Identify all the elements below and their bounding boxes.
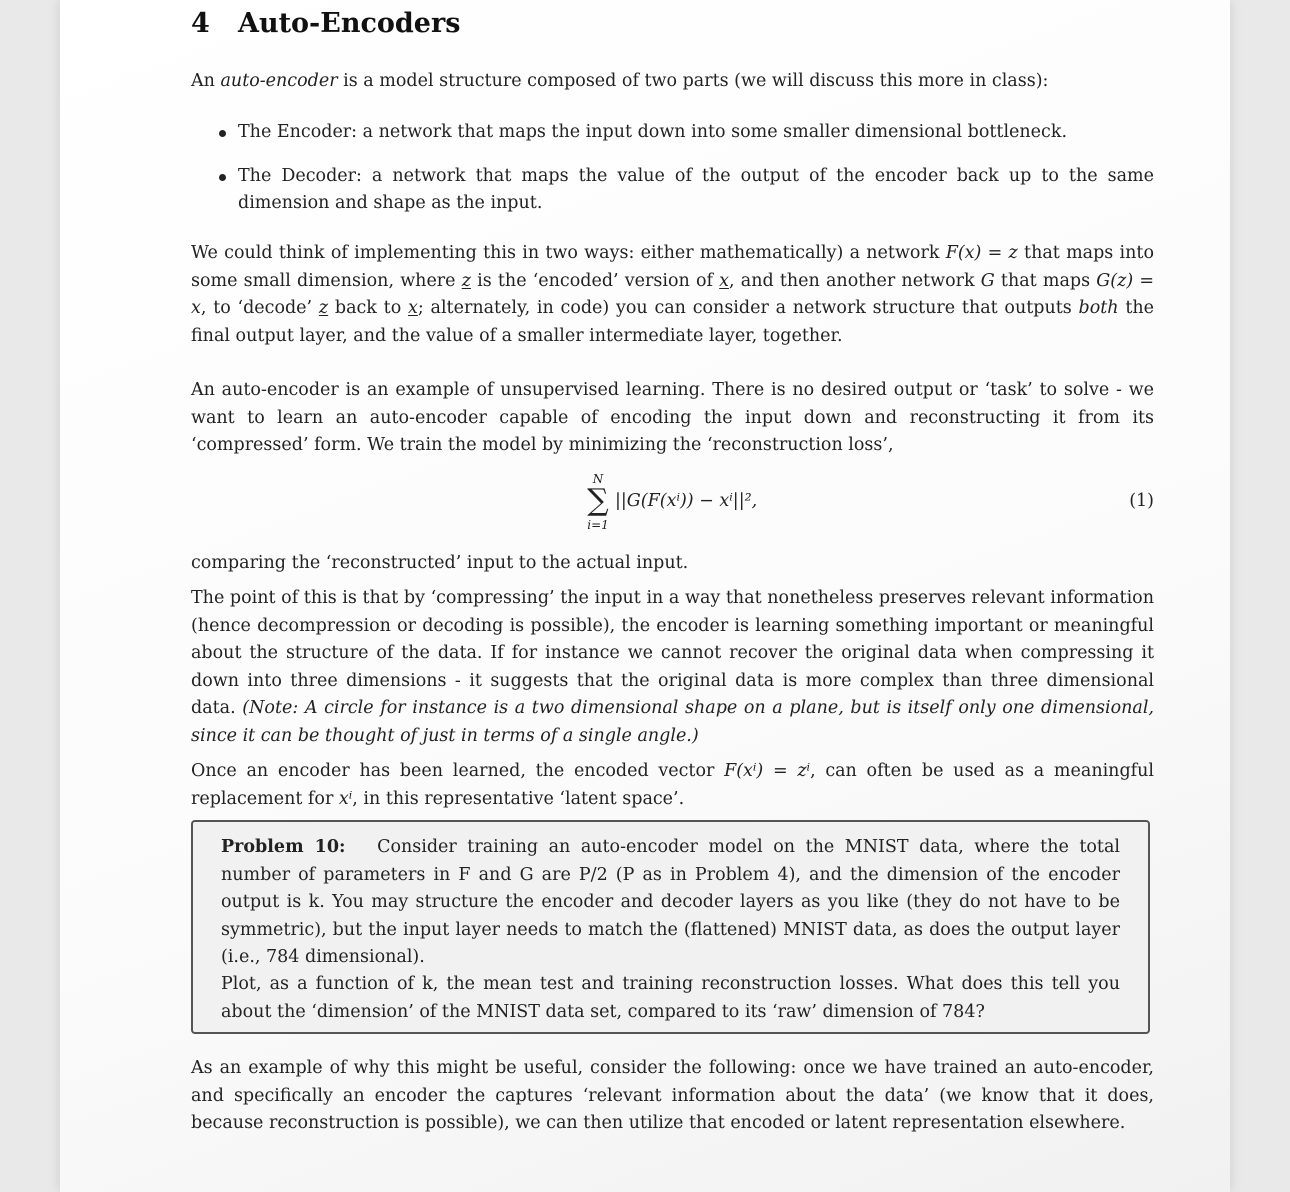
sum-lower-limit: i=1 [587, 518, 609, 532]
paragraph-final: As an example of why this might be useful, consider the following: once we have trained an auto-encoder, and specifically an encoder the captures ‘relevant information about the data’ (we know that it does, because reconstruction is possible), we can then utilize that encoded or latent representation elsewhere. [191, 1058, 1154, 1133]
text: We could think of implementing this in two ways: either mathematically) a network [191, 243, 946, 263]
bullet-dot-icon [219, 130, 226, 137]
intro-term: auto-encoder [220, 71, 338, 91]
bullet-decoder [191, 163, 1154, 218]
note-italic: (Note: A circle for instance is a two dimensional shape on a plane, but is itself only one dimensional, since it can be thought of just in terms of a single angle.) [191, 698, 1154, 746]
sum-upper-limit: N [592, 472, 604, 486]
bullet-dot-icon [219, 174, 226, 181]
problem-label: Problem 10: [221, 837, 346, 857]
problem-paragraph-2: Plot, as a function of k, the mean test and training reconstruction losses. What does this tell you about the ‘dimension’ of the MNIST data set, compared to its ‘raw’ dimension of 784? [221, 974, 1120, 1022]
paragraph-latent-space [191, 758, 1154, 813]
math-g: G [980, 270, 995, 291]
problem-paragraph-1 [221, 834, 1120, 972]
text: , can often be used as a meaningful replacement for [191, 761, 1155, 809]
bullet-list [191, 119, 1154, 218]
math-fxz: F(xⁱ) = zⁱ [724, 761, 811, 781]
paragraph-point [191, 585, 1154, 750]
section-heading [191, 4, 460, 44]
problem-box [191, 820, 1150, 1034]
intro-post: is a model structure composed of two parts (we will discuss this more in class): [337, 71, 1049, 91]
equation-body: ||G(F(xⁱ)) − xⁱ||², [615, 491, 758, 511]
text: The point of this is that by ‘compressing’ the input in a way that nonetheless preserves relevant information (hence decompression or decoding is possible), the encoder is learning something important or meaningful about the structure of the data. If for instance we cannot recover the original data when compressing it down into three dimensions - it suggests that the original data is more complex than three dimensional data. [191, 588, 1154, 718]
emphasis-both: both [1078, 298, 1119, 318]
text: that maps into some small dimension, where [191, 243, 1154, 291]
intro-paragraph [191, 68, 1154, 96]
text: is the ‘encoded’ version of [470, 270, 720, 291]
summation [581, 472, 615, 532]
intro-pre: An [191, 71, 221, 91]
bullet-encoder [191, 119, 1154, 147]
math-fxz: F(x) = z [945, 243, 1018, 263]
problem-text: Consider training an auto-encoder model on the MNIST data, where the total number of parameters in F and G are P/2 (P as in Problem 4), and the dimension of the encoder output is k. You may structure the encoder and decoder layers as you like (they do not have to be symmetric), but the input layer needs to match the (flattened) MNIST data, as does the output layer (i.e., 784 dimensional). [221, 837, 1120, 967]
text: Once an encoder has been learned, the encoded vector [191, 761, 725, 781]
text: back to [328, 298, 408, 318]
text: , in this representative ‘latent space’. [352, 788, 685, 809]
paragraph-unsupervised: An auto-encoder is an example of unsupervised learning. There is no desired output or ‘task’ to solve - we want to learn an auto-encoder capable of encoding the input down and reconstructing it from its ‘compressed’ form. We train the model by minimizing the ‘reconstruction loss’, [191, 380, 1154, 455]
text: , and then another network [729, 270, 981, 291]
paragraph-two-ways [191, 240, 1154, 350]
math-z: z [461, 270, 471, 291]
paragraph-compare: comparing the ‘reconstructed’ input to the actual input. [191, 553, 689, 573]
math-gzx: G(z) = x [191, 270, 1154, 318]
section-number: 4 [191, 8, 210, 39]
bullet-text: The Decoder: a network that maps the value of the output of the encoder back up to the same dimension and shape as the input. [238, 165, 1154, 213]
text: , to ‘decode’ [200, 298, 319, 318]
math-x: x [719, 270, 730, 291]
document-page [60, 0, 1230, 1192]
section-title: Auto-Encoders [238, 8, 461, 39]
text: the final output layer, and the value of a smaller intermediate layer, together. [191, 298, 1154, 346]
math-x: xⁱ [338, 788, 353, 809]
equation-number: (1) [1129, 491, 1154, 511]
text: ; alternately, in code) you can consider a network structure that outputs [417, 298, 1079, 318]
text: that maps [994, 270, 1097, 291]
equation-reconstruction-loss [191, 474, 1154, 538]
math-x: x [408, 298, 418, 318]
sigma-icon: ∑ [587, 483, 609, 518]
math-z: z [318, 298, 329, 318]
bullet-text: The Encoder: a network that maps the input down into some smaller dimensional bottleneck. [238, 122, 1068, 142]
